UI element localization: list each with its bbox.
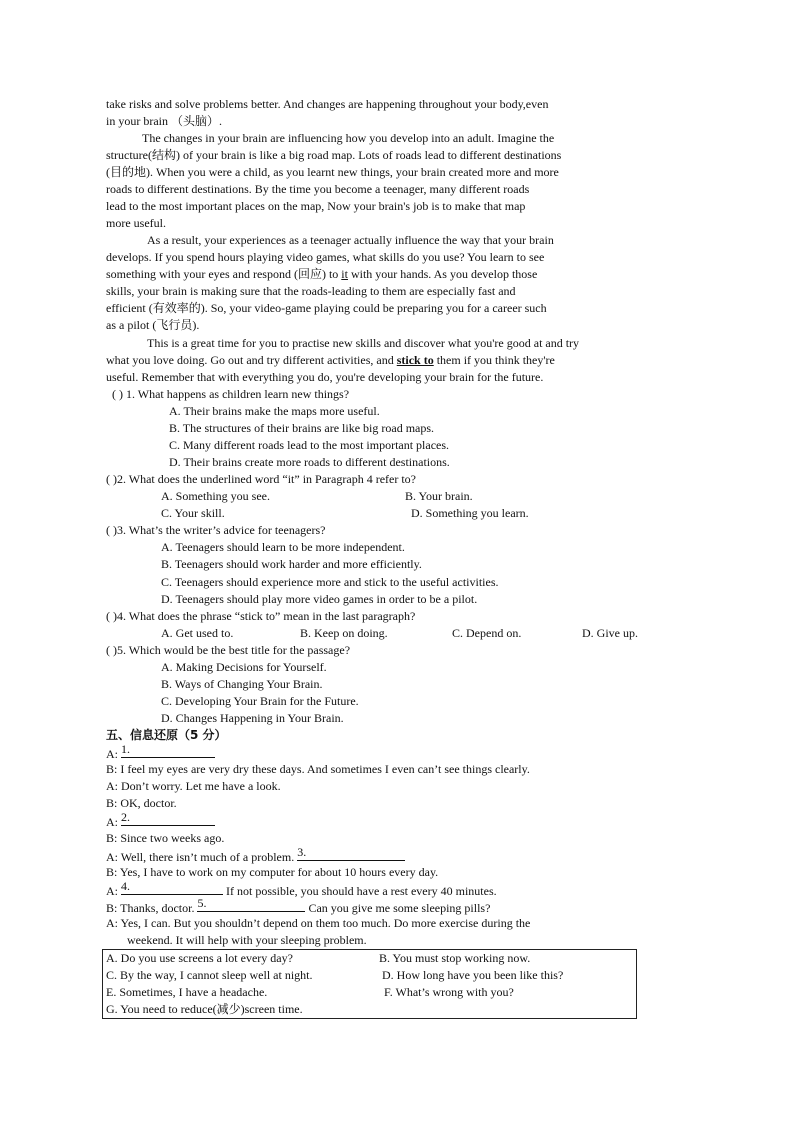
blank-3[interactable]: 3. — [297, 848, 405, 861]
question-3-option-b: B. Teenagers should work harder and more efficiently. — [161, 557, 422, 571]
passage-line-12: skills, your brain is making sure that the roads-leading to them are especially fast and — [106, 284, 516, 298]
option-g: G. You need to reduce(减少)screen time. — [106, 1002, 303, 1016]
question-1-option-a: A. Their brains make the maps more useful. — [169, 404, 380, 418]
dialogue-line-7: A: Well, there isn’t much of a problem. 3. — [106, 848, 405, 865]
question-1-option-b: B. The structures of their brains are like big road maps. — [169, 421, 435, 435]
question-5-stem: ( )5. Which would be the best title for the passage? — [106, 643, 351, 657]
dialogue-line-2: B: I feel my eyes are very dry these days. And sometimes I even can’t see things clearly. — [106, 762, 530, 776]
passage-line-6: roads to different destinations. By the time you become a teenager, many different roads — [106, 182, 530, 196]
question-4-option-d: D. Give up. — [582, 626, 638, 640]
blank-2[interactable]: 2. — [121, 813, 215, 826]
dialogue-line-1: A: 1. — [106, 745, 215, 762]
option-d: D. How long have you been like this? — [382, 968, 564, 982]
passage-line-16: what you love doing. Go out and try different activities, and stick to them if you think they're — [106, 353, 555, 367]
question-2-option-d: D. Something you learn. — [411, 506, 529, 520]
passage-line-1: take risks and solve problems better. And changes are happening throughout your body,even — [106, 97, 549, 111]
dialogue-line-6: B: Since two weeks ago. — [106, 831, 225, 845]
question-1-option-c: C. Many different roads lead to the most important places. — [169, 438, 450, 452]
section-5-heading: 五、信息还原（5 分） — [106, 728, 227, 742]
passage-line-3: The changes in your brain are influencing how you develop into an adult. Imagine the — [142, 131, 555, 145]
question-4-option-a: A. Get used to. — [161, 626, 234, 640]
question-3-stem: ( )3. What’s the writer’s advice for teenagers? — [106, 523, 326, 537]
option-a: A. Do you use screens a lot every day? — [106, 951, 293, 965]
dialogue-line-4: B: OK, doctor. — [106, 796, 177, 810]
passage-line-13: efficient (有效率的). So, your video-game playing could be preparing you for a career such — [106, 301, 547, 315]
option-f: F. What’s wrong with you? — [384, 985, 514, 999]
question-2-stem: ( )2. What does the underlined word “it” in Paragraph 4 refer to? — [106, 472, 416, 486]
passage-line-2: in your brain （头脑）. — [106, 114, 222, 128]
passage-line-10: develops. If you spend hours playing video games, what skills do you use? You learn to see — [106, 250, 545, 264]
blank-5[interactable]: 5. — [197, 899, 305, 912]
underlined-stick-to: stick to — [396, 353, 434, 367]
passage-line-17: useful. Remember that with everything you do, you're developing your brain for the future. — [106, 370, 544, 384]
option-b: B. You must stop working now. — [379, 951, 531, 965]
question-4-option-c: C. Depend on. — [452, 626, 522, 640]
passage-line-5: (目的地). When you were a child, as you learnt new things, your brain created more and more — [106, 165, 559, 179]
underlined-it: it — [341, 267, 348, 281]
option-e: E. Sometimes, I have a headache. — [106, 985, 268, 999]
dialogue-line-12: weekend. It will help with your sleeping problem. — [127, 933, 367, 947]
question-1-option-d: D. Their brains create more roads to different destinations. — [169, 455, 450, 469]
passage-line-7: lead to the most important places on the map, Now your brain's job is to make that map — [106, 199, 526, 213]
passage-line-4: structure(结构) of your brain is like a big road map. Lots of roads lead to different destinations — [106, 148, 562, 162]
dialogue-line-10: B: Thanks, doctor. 5. Can you give me some sleeping pills? — [106, 896, 491, 915]
question-2-option-b: B. Your brain. — [405, 489, 473, 503]
passage-line-14: as a pilot (飞行员). — [106, 318, 200, 332]
question-4-stem: ( )4. What does the phrase “stick to” mean in the last paragraph? — [106, 609, 416, 623]
blank-1[interactable]: 1. — [121, 745, 215, 758]
dialogue-line-8: B: Yes, I have to work on my computer for about 10 hours every day. — [106, 865, 439, 879]
passage-line-15: This is a great time for you to practise new skills and discover what you're good at and try — [147, 336, 580, 350]
question-5-option-c: C. Developing Your Brain for the Future. — [161, 694, 359, 708]
question-5-option-d: D. Changes Happening in Your Brain. — [161, 711, 344, 725]
dialogue-line-5: A: 2. — [106, 813, 215, 830]
question-3-option-d: D. Teenagers should play more video games in order to be a pilot. — [161, 592, 478, 606]
question-2-option-a: A. Something you see. — [161, 489, 270, 503]
dialogue-line-11: A: Yes, I can. But you shouldn’t depend on them too much. Do more exercise during the — [106, 916, 531, 930]
question-5-option-b: B. Ways of Changing Your Brain. — [161, 677, 323, 691]
question-4-option-b: B. Keep on doing. — [300, 626, 388, 640]
question-5-option-a: A. Making Decisions for Yourself. — [161, 660, 327, 674]
question-2-option-c: C. Your skill. — [161, 506, 225, 520]
question-3-option-c: C. Teenagers should experience more and stick to the useful activities. — [161, 575, 499, 589]
dialogue-line-3: A: Don’t worry. Let me have a look. — [106, 779, 281, 793]
passage-line-9: As a result, your experiences as a teenager actually influence the way that your brain — [147, 233, 554, 247]
dialogue-line-9: A: 4. If not possible, you should have a rest every 40 minutes. — [106, 879, 497, 898]
blank-4[interactable]: 4. — [121, 882, 223, 895]
question-1-stem: ( ) 1. What happens as children learn new things? — [112, 387, 350, 401]
question-3-option-a: A. Teenagers should learn to be more independent. — [161, 540, 405, 554]
option-c: C. By the way, I cannot sleep well at night. — [106, 968, 313, 982]
passage-line-8: more useful. — [106, 216, 166, 230]
passage-line-11: something with your eyes and respond (回应) to it with your hands. As you develop those — [106, 267, 538, 281]
